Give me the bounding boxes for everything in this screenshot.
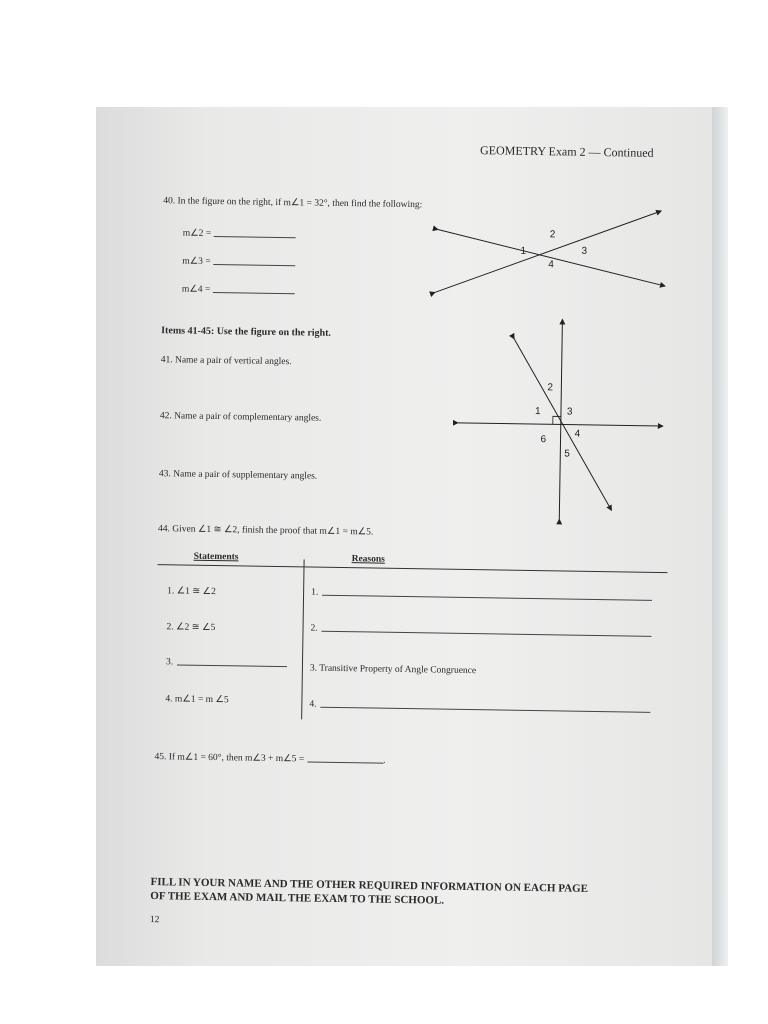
exam-page	[96, 107, 712, 966]
statement-3	[166, 657, 287, 669]
answer-blank[interactable]	[214, 236, 296, 238]
statement-blank[interactable]	[177, 664, 287, 667]
page-header: GEOMETRY Exam 2 — Continued	[479, 143, 654, 160]
footer-instruction-line1: FILL IN YOUR NAME AND THE OTHER REQUIRED INFORMATION ON EACH PAGE	[150, 876, 589, 895]
statement-2: 2. ∠2 ≅ ∠5	[166, 622, 216, 634]
reason-number: 2.	[310, 623, 318, 634]
answer-label: m∠3 =	[182, 256, 211, 267]
reason-2	[310, 624, 651, 639]
reason-blank[interactable]	[322, 595, 652, 601]
angle-label-1: 1	[534, 406, 541, 418]
reason-4	[309, 700, 650, 715]
question-45	[154, 751, 385, 766]
reason-blank[interactable]	[322, 631, 652, 637]
answer-blank[interactable]	[213, 292, 295, 294]
question-42: 42. Name a pair of complementary angles.	[159, 411, 322, 424]
angle-label-2: 2	[549, 229, 556, 241]
reason-blank[interactable]	[320, 707, 650, 713]
table-column-divider	[301, 559, 305, 719]
diagonal-line	[511, 339, 614, 511]
angle-label-4: 4	[574, 428, 581, 440]
reason-number: 4.	[309, 699, 317, 710]
question-45-period: .	[383, 755, 386, 766]
answer-blank[interactable]	[307, 762, 383, 764]
answer-label: m∠4 =	[181, 284, 211, 295]
answer-blank[interactable]	[214, 264, 296, 266]
angle-label-2: 2	[547, 382, 554, 394]
statement-number: 3.	[165, 657, 174, 668]
figure-intersecting-lines	[425, 187, 677, 301]
footer-instruction-line2: OF THE EXAM AND MAIL THE EXAM TO THE SCHOOL.	[150, 890, 445, 907]
question-45-text: 45. If m∠1 = 60°, then m∠3 + m∠5 =	[154, 752, 305, 765]
reason-1	[311, 588, 652, 603]
page-edge-shadow	[712, 107, 728, 966]
question-43: 43. Name a pair of supplementary angles.	[158, 469, 318, 482]
line-a	[435, 207, 661, 296]
question-40: 40. In the figure on the right, if m∠1 = 32°, then find the following:	[163, 196, 423, 211]
statements-header: Statements	[193, 551, 239, 563]
reasons-header: Reasons	[351, 554, 385, 565]
answer-40-angle4	[182, 283, 296, 296]
question-41: 41. Name a pair of vertical angles.	[160, 355, 292, 368]
angle-label-4: 4	[548, 259, 554, 271]
angle-label-5: 5	[564, 448, 570, 460]
page-number: 12	[149, 915, 160, 926]
statement-4: 4. m∠1 = m ∠5	[165, 694, 229, 706]
answer-label: m∠2 =	[182, 228, 212, 239]
angle-label-3: 3	[581, 245, 588, 257]
figure-angle-diagram	[451, 313, 669, 526]
question-44: 44. Given ∠1 ≅ ∠2, finish the proof that m∠1 = m∠5.	[158, 524, 374, 538]
reason-number: 1.	[311, 587, 319, 598]
right-angle-mark	[553, 416, 561, 424]
angle-label-6: 6	[540, 434, 547, 446]
page-content	[96, 107, 712, 966]
reason-3: 3. Transitive Property of Angle Congruence	[309, 663, 477, 677]
answer-40-angle2	[183, 227, 297, 240]
answer-40-angle3	[182, 255, 296, 268]
items-heading: Items 41-45: Use the figure on the right.	[161, 325, 332, 339]
angle-label-3: 3	[566, 406, 573, 418]
angle-label-1: 1	[520, 245, 527, 257]
table-divider	[158, 564, 668, 573]
statement-1: 1. ∠1 ≅ ∠2	[167, 586, 216, 598]
